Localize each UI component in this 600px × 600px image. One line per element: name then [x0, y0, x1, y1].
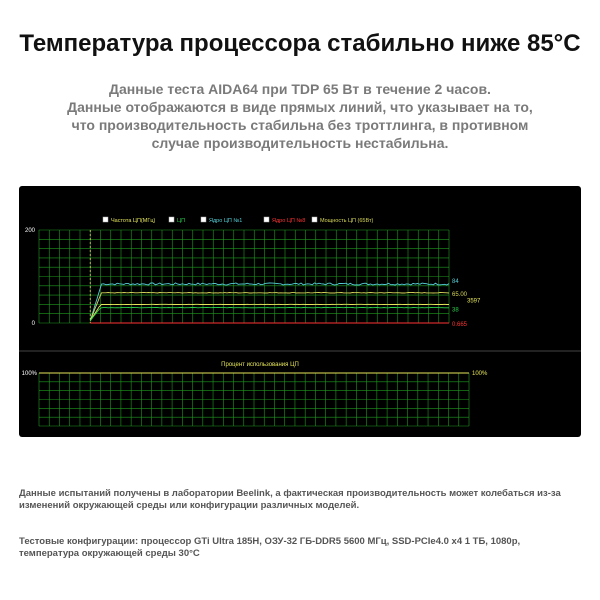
test-config-note: Тестовые конфигурации: процессор GTi Ultra 185H, ОЗУ-32 ГБ-DDR5 5600 МГц, SSD-PCIe4.0 x4 1 ТБ, 1080p, температура окружающей среды 30°C: [19, 536, 521, 559]
series-value-label: 65.00: [452, 291, 468, 298]
legend-checkbox: [312, 217, 317, 222]
series-value-label: 38: [452, 307, 459, 314]
legend-label: Частота ЦП(МГц): [111, 218, 156, 224]
legend-label: Ядро ЦП №8: [272, 218, 306, 224]
y-tick-label: 100%: [21, 371, 37, 377]
lab-note: Данные испытаний получены в лаборатории Beelink, а фактическая производительность может колебаться из-за изменений окружающей среды или конфигурации различных моделей.: [19, 488, 561, 511]
series-line: [90, 308, 449, 321]
aida64-chart-svg: [19, 186, 581, 437]
legend-checkbox: [201, 217, 206, 222]
usage-chart-title: Процент использования ЦП: [221, 362, 299, 368]
subtitle-line: случае производительность нестабильна.: [151, 135, 449, 151]
page-subtitle: [40, 80, 560, 152]
y-tick-label: 200: [24, 228, 35, 234]
legend-checkbox: [169, 217, 174, 222]
legend-checkbox: [264, 217, 269, 222]
series-value-label: 100%: [472, 371, 488, 377]
series-value-label: 0.665: [452, 322, 468, 328]
aida64-chart-panel: [19, 186, 581, 437]
subtitle-line: Данные теста AIDA64 при TDP 65 Вт в течение 2 часов.: [109, 81, 491, 97]
series-line: [90, 283, 449, 321]
series-value-label: 3597: [467, 298, 481, 305]
subtitle-line: что производительность стабильна без троттлинга, в противном: [71, 117, 529, 133]
subtitle-line: Данные отображаются в виде прямых линий, что указывает на то,: [67, 99, 533, 115]
series-value-label: 84: [452, 278, 459, 285]
legend-checkbox: [103, 217, 108, 222]
series-line: [90, 304, 449, 320]
page-title: Температура процессора стабильно ниже 85°C: [19, 30, 581, 57]
legend-label: ЦП: [177, 218, 186, 224]
legend-label: Мощность ЦП (65Вт): [320, 218, 374, 224]
series-line: [90, 293, 449, 321]
legend-label: Ядро ЦП №1: [209, 218, 243, 224]
y-tick-label: 0: [31, 321, 35, 327]
